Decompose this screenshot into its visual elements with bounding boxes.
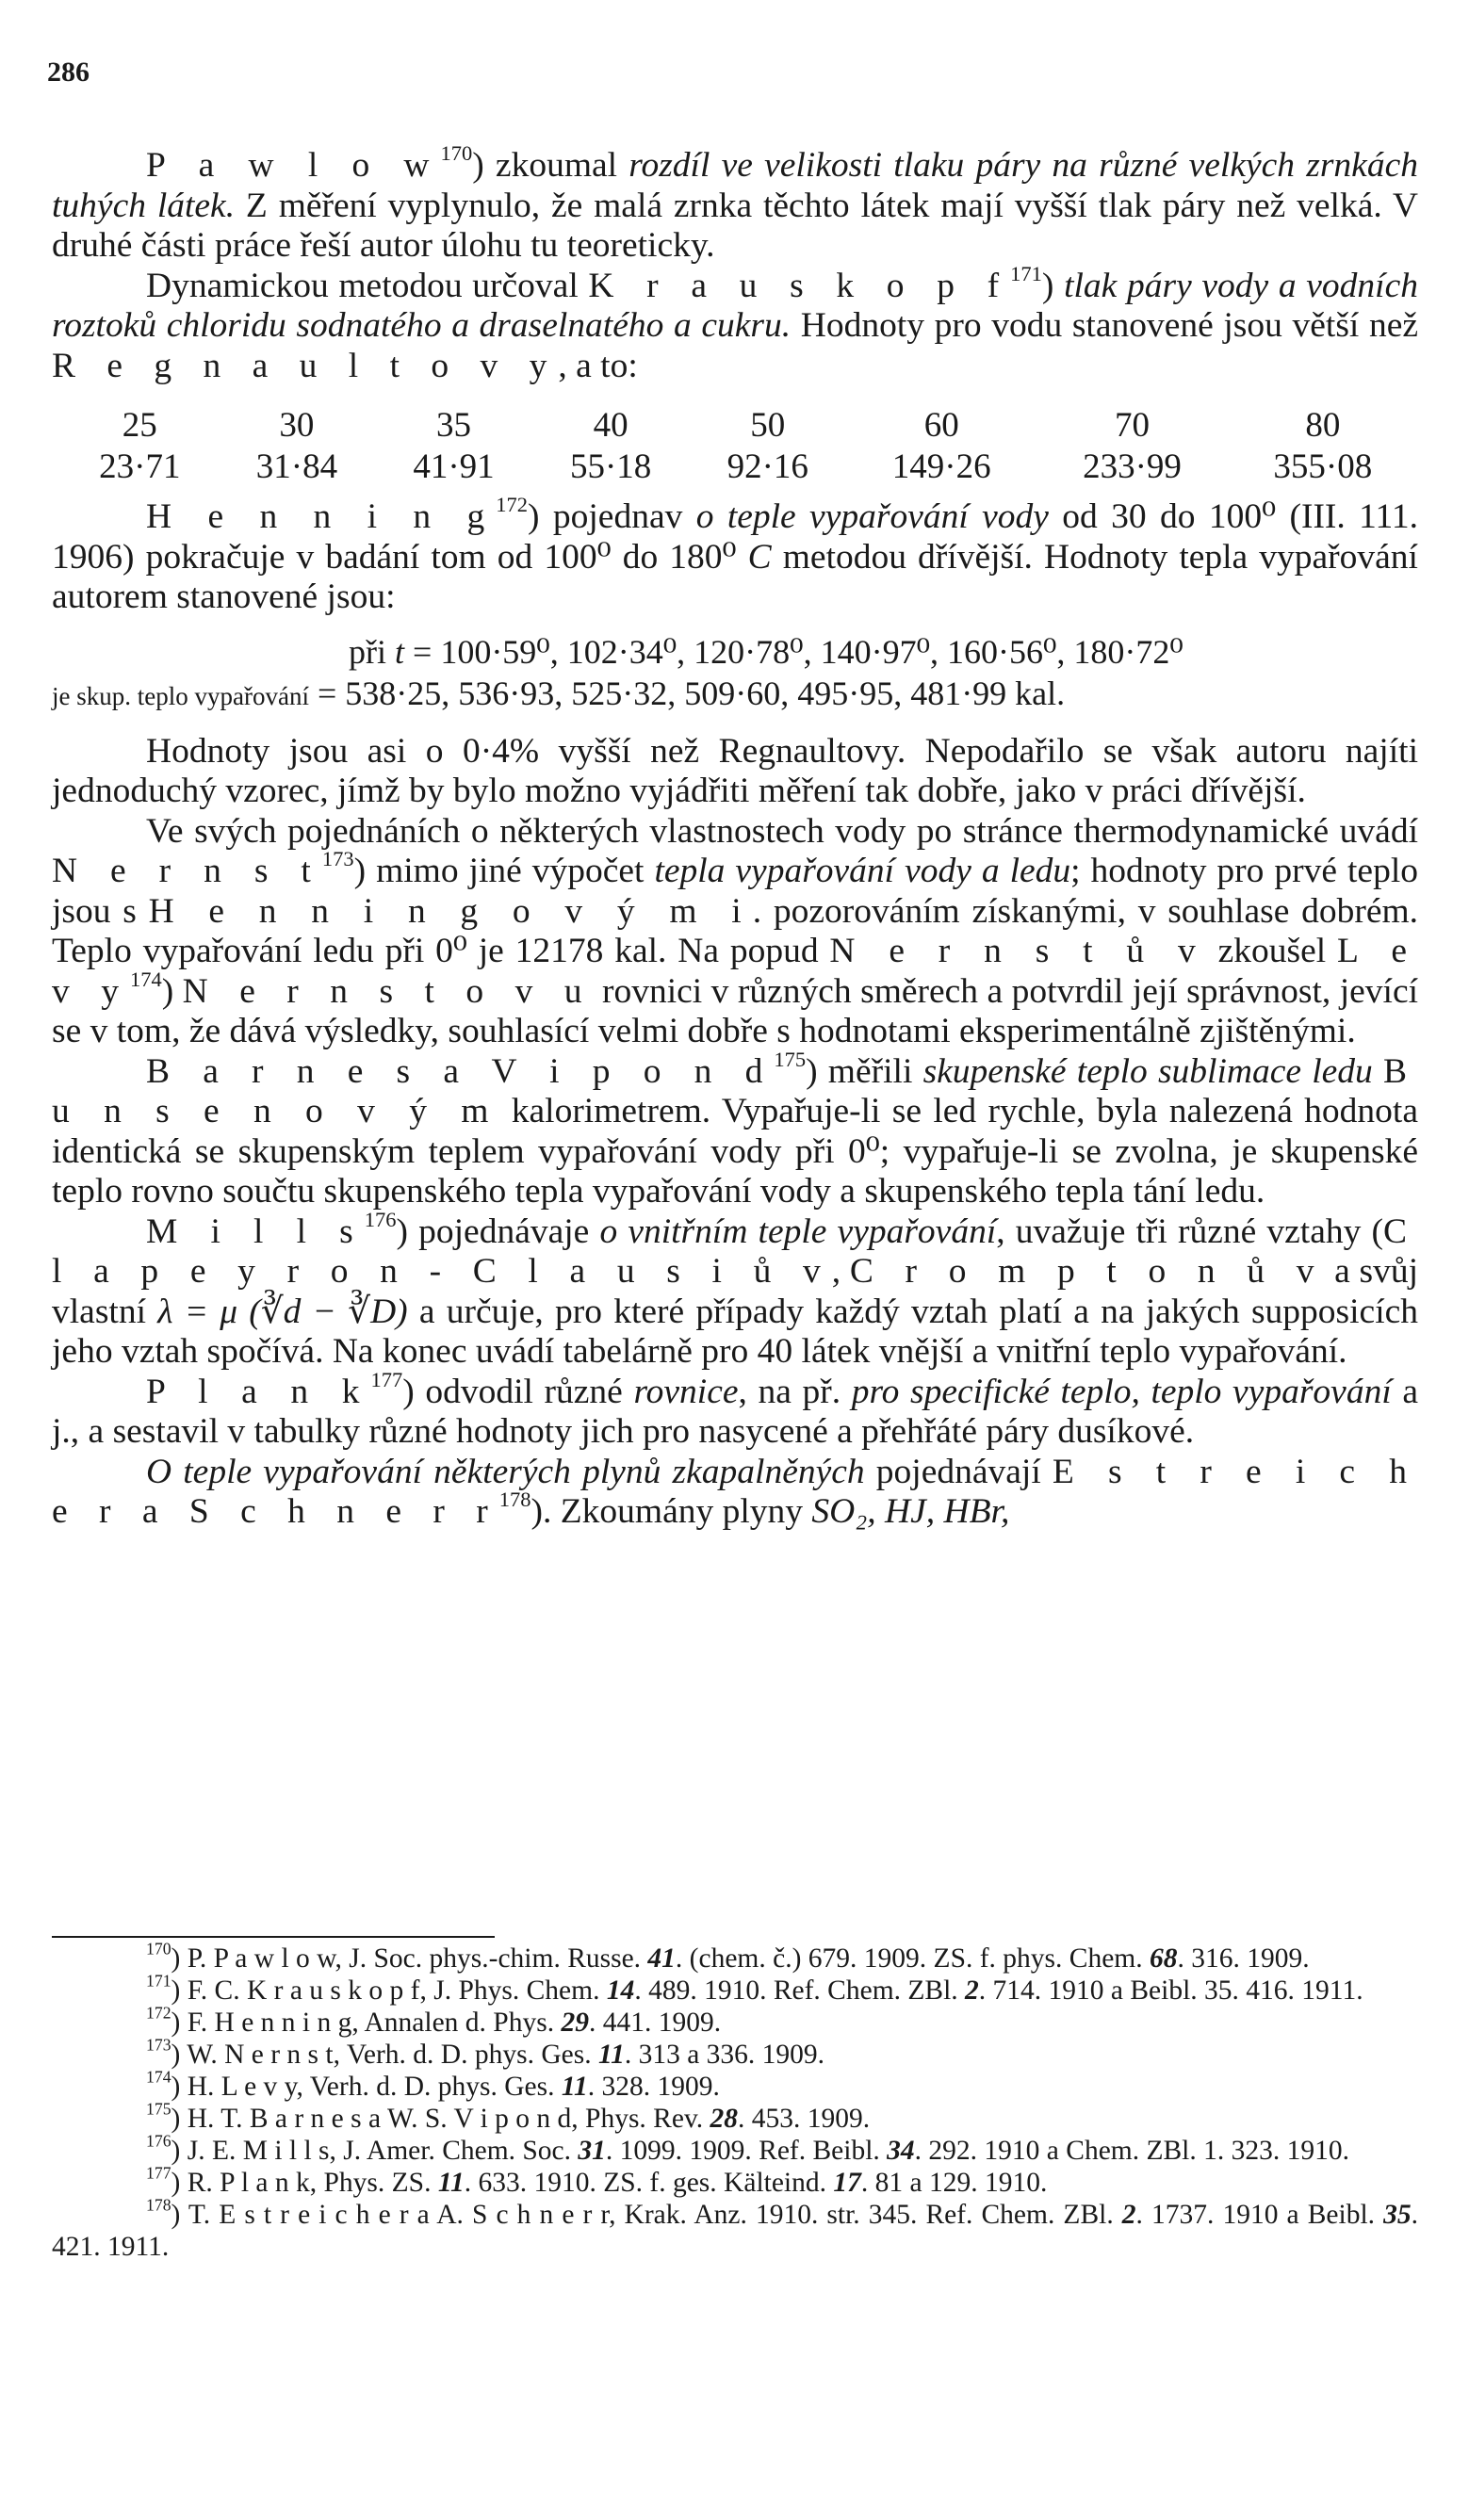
author-name: C r o m p t o n ů v [849,1252,1326,1291]
footnote-ref: 173 [321,847,354,871]
topic-italic: skupenské teplo sublimace ledu [922,1051,1373,1091]
footnotes [52,1939,1418,2263]
footnote [52,2003,1418,2039]
table-row-values [61,447,1418,488]
topic-italic: o teple vypařování vody [695,497,1049,536]
text: ) [171,2200,188,2230]
author-name: H e n n i n g o v ý m i [148,891,753,931]
text: . 441. 1909. [588,2008,722,2038]
text: . 316. 1909. [1177,1943,1310,1974]
topic-italic: tepla vypařování vody a ledu [654,852,1071,890]
author-name: B a r n e s a V i p o n d [146,1051,775,1091]
text: od 30 do 100⁰ (III. 111. 1906) pokračuje v badání tom od 100⁰ do 180⁰ [52,497,1418,577]
text: a svůj vlastní [52,1252,1418,1331]
text: . 313 a 336. 1909. [624,2040,825,2070]
footnote-number: 173 [146,2035,171,2055]
footnote-authors: P. P a w l o w [187,1943,335,1974]
table-cell: 55·18 [569,447,652,486]
symbol-t: t [395,632,405,671]
text: . 1737. 1910 a Beibl. [1135,2200,1384,2230]
text: , Phys. ZS. [309,2168,438,2198]
table-cell: 70 [1115,405,1151,445]
footnote-ref: 178 [498,1488,531,1512]
author-name: C l a p e y r o n - C l a u s i ů v [52,1211,1418,1291]
footnote [52,2035,1418,2071]
text: ) pojednav [528,497,696,536]
footnote-number: 175 [146,2099,171,2119]
text: . 81 a 129. 1910. [860,2168,1048,2198]
topic-italic: pro specifické teplo, teplo vypařování [851,1372,1392,1411]
text: ; hodnoty pro prvé teplo jsou s [52,852,1418,931]
footnote-ref: 176 [364,1207,397,1231]
footnote-number: 174 [146,2067,171,2087]
volume: 34 [887,2136,915,2166]
text: a j., a sestavil v tabulky různé hodnoty jich pro nasycené a přehřáté páry dusíkové. [52,1372,1419,1451]
text: ) [171,2136,188,2166]
text: ) pojednávaje [396,1211,600,1251]
paragraph-mills [52,1207,1419,1373]
table-cell: 50 [750,405,786,445]
footnote-ref: 175 [774,1047,807,1071]
text: při [349,632,395,671]
temperature-values: = 100·59⁰, 102·34⁰, 120·78⁰, 140·97⁰, 160·56⁰, 180·72⁰ [404,632,1183,671]
text: , uvažuje tři různé vztahy ( [996,1211,1383,1251]
table-cell: 41·91 [413,447,495,486]
table-cell: 31·84 [255,447,338,486]
heat-values-block [52,631,1418,717]
author-name: R e g n a u l t o v y [52,346,559,385]
text: a určuje, pro které případy každý vztah platí a na jakých supposicích jeho vztah spočívá. Na konec uvádí tabelárně pro 40 látek vnější a vnitřní teplo vypařování. [52,1292,1419,1371]
text: . 328. 1909. [587,2072,720,2102]
volume: 31 [578,2136,606,2166]
footnote [52,1939,1418,1975]
heat-row [52,673,1418,717]
author-name: N e r n s t [52,852,322,890]
paragraph-estreicher [52,1453,1418,1533]
text: . (chem. č.) 679. 1909. ZS. f. phys. Chem. [675,1943,1150,1974]
vapor-pressure-table [61,405,1418,488]
volume: 68 [1150,1943,1178,1974]
volume: 11 [597,2040,625,2070]
volume: 29 [561,2008,589,2038]
volume: 41 [647,1943,676,1974]
text: ) měřili [806,1051,923,1091]
text: Dynamickou metodou určoval [146,266,589,305]
text: ) [171,2008,188,2038]
footnote-authors: T. E s t r e i c h e r a A. S c h n e r r [188,2200,610,2230]
footnote-number: 171 [146,1971,171,1991]
author-name: M i l l s [146,1211,365,1251]
topic-italic: o vnitřním teple vypařování [599,1211,997,1251]
footnote [52,1971,1418,2007]
temperature-row [52,631,1418,673]
table-cell: 23·71 [99,447,181,486]
text: , na př. [738,1372,852,1411]
text: kalorimetrem. Vypařuje-li se led rychle, byla nalezená hodnota identická se skupenským teplem vypařování vody při 0⁰; vypařuje-li se zvolna, je skupenské teplo rovno součtu skupenského tepla vypařování vody a skupenského tepla tání ledu. [52,1092,1418,1211]
volume: 2 [1121,2200,1136,2230]
volume: 11 [561,2072,588,2102]
footnote-number: 170 [146,1939,171,1959]
text: , J. Amer. Chem. Soc. [329,2136,579,2166]
page-number: 286 [47,57,90,88]
volume: 28 [710,2104,739,2134]
paragraph-barnes [52,1047,1418,1212]
footnote [52,2195,1418,2263]
footnote-number: 178 [146,2195,171,2215]
text: . 633. 1910. ZS. f. ges. Kälteind. [464,2168,834,2198]
text: , J. Phys. Chem. [419,1975,607,2006]
unit-italic: C [747,537,772,577]
text: pojednávají [864,1452,1053,1491]
text: ) mimo jiné výpočet [353,852,655,890]
paragraph-henning [52,493,1418,618]
footnote-ref: 171 [1010,261,1042,285]
text [1373,1052,1383,1091]
table-cell: 40 [593,405,628,445]
footnote [52,2067,1418,2103]
paragraph-krauskopf [52,261,1418,387]
text: . 1099. 1909. Ref. Beibl. [605,2136,888,2166]
text: . 453. 1909. [738,2104,871,2134]
text: Ve svých pojednáních o některých vlastnostech vody po stránce thermodynamické uvádí [146,811,1418,851]
volume: 11 [437,2168,465,2198]
volume: 14 [606,1975,635,2006]
footnote-authors: H. T. B a r n e s a W. S. V i p o n d [187,2104,572,2134]
table-cell: 149·26 [891,447,991,486]
text: , Krak. Anz. 1910. str. 345. Ref. Chem. ZBl. [609,2200,1122,2230]
text: ) [171,2072,188,2102]
text: ). Zkoumány plyny [530,1492,812,1531]
footnote-authors: F. H e n n i n g [187,2008,352,2038]
footnote-authors: H. L e v y [187,2072,297,2102]
text: ) [171,1943,188,1974]
table-cell: 25 [122,405,157,445]
author-name: H e n n i n g [146,497,497,536]
table-cell: 80 [1305,405,1341,445]
author-name: P a w l o w [146,146,441,185]
text: metodou dřívější. Hodnoty tepla vypařování autorem stanovené jsou: [52,537,1418,616]
table-cell: 35 [436,405,472,445]
table-cell: 30 [279,405,315,445]
text: ) [171,2104,188,2134]
table-cell: 92·16 [726,447,808,486]
text: rovnici v různých směrech a potvrdil její správnost, jevící se v tom, že dává výsledky, souhlasící velmi dobře s hodnotami eksperimentálně zjištěnými. [52,971,1419,1050]
text: , a to: [558,346,638,385]
author-name: E s t r e i c h e r a S c h n e r r [52,1452,1418,1531]
footnote [52,2163,1418,2199]
text: zkoušel [1206,932,1337,970]
text: ) [1041,266,1065,305]
footnote-authors: F. C. K r a u s k o p f [187,1975,420,2006]
topic-italic: rozdíl ve velikosti tlaku páry na různé velkých zrnkách tuhých látek. [52,146,1418,225]
footnote-number: 172 [146,2003,171,2023]
footnote-number: 177 [146,2163,171,2183]
footnote [52,2131,1418,2167]
text: ) [171,2040,188,2070]
footnote-ref: 174 [129,967,162,991]
chemical-formulas: SO₂, HJ, HBr, [811,1492,1010,1531]
text: ) [161,971,183,1011]
footnote-ref: 170 [440,141,473,166]
text: . pozorováním získanými, v souhlase dobrém. Teplo vypařování ledu při 0⁰ je 12178 kal. Na popud [52,891,1419,970]
footnote [52,2099,1418,2135]
text: , Verh. d. D. phys. Ges. [296,2072,562,2102]
paragraph-pawlow [52,141,1418,267]
text: . 489. 1910. Ref. Chem. ZBl. [634,1975,966,2006]
text: . 714. 1910 a Beibl. 35. 416. 1911. [978,1975,1363,2006]
volume: 17 [833,2168,861,2198]
text: . 421. 1911. [52,2200,1418,2262]
text: , Verh. d. D. phys. Ges. [333,2040,598,2070]
text: ) zkoumal [472,146,629,185]
footnote-authors: W. N e r n s t [187,2040,334,2070]
footnote-ref: 172 [496,493,529,517]
text: , Annalen d. Phys. [351,2008,562,2038]
text: ) [171,1975,188,2006]
text: Z měření vyplynulo, že malá zrnka těchto látek mají vyšší tlak páry než velká. V druhé části práce řeší autor úlohu tu teoreticky. [52,186,1418,265]
footnote-authors: J. E. M i l l s [187,2136,330,2166]
footnote-authors: R. P l a n k [187,2168,310,2198]
author-name: L e v y [52,932,1418,1011]
text: ) odvodil různé [402,1372,634,1411]
heat-label: je skup. teplo vypařování [52,681,309,710]
table-cell: 355·08 [1273,447,1373,486]
author-name: N e r n s t o v u [182,971,594,1011]
author-name: B u n s e n o v ý m [52,1051,1418,1130]
author-name: N e r n s t ů v [829,932,1207,970]
footnote-divider [52,1936,495,1938]
topic-italic: tlak páry vody a vodních roztoků chloridu sodnatého a draselnatého a cukru. [52,266,1418,345]
text: . 292. 1910 a Chem. ZBl. 1. 323. 1910. [914,2136,1349,2166]
main-text [52,141,1419,1533]
volume: 2 [965,1975,979,2006]
table-cell: 60 [923,405,959,445]
footnote-ref: 177 [370,1367,403,1391]
formula: λ = μ (∛d − ∛D) [157,1292,408,1331]
paragraph-plank [52,1367,1419,1453]
author-name: P l a n k [146,1372,371,1411]
author-name: K r a u s k o p f [588,266,1011,305]
topic-italic: rovnice [633,1372,739,1411]
table-cell: 233·99 [1083,447,1182,486]
text: , [831,1252,850,1291]
text: Hodnoty pro vodu stanovené jsou větší než [791,306,1418,345]
text: , Phys. Rev. [571,2104,710,2134]
heat-values: = 538·25, 536·93, 525·32, 509·60, 495·95, 481·99 kal. [308,674,1066,712]
footnote-number: 176 [146,2131,171,2151]
table-row-temps [61,405,1418,447]
paragraph-regnault: Hodnoty jsou asi o 0·4% vyšší než Regnaultovy. Nepodařilo se však autoru najíti jednoduchý vzorec, jímž by bylo možno vyjádřiti měření tak dobře, jako v práci dřívější. [52,731,1418,810]
paragraph-nernst [52,812,1418,1052]
volume: 35 [1383,2200,1412,2230]
topic-italic: O teple vypařování některých plynů zkapalněných [146,1452,865,1491]
text: ) [171,2168,188,2198]
text: , J. Soc. phys.-chim. Russe. [335,1943,648,1974]
